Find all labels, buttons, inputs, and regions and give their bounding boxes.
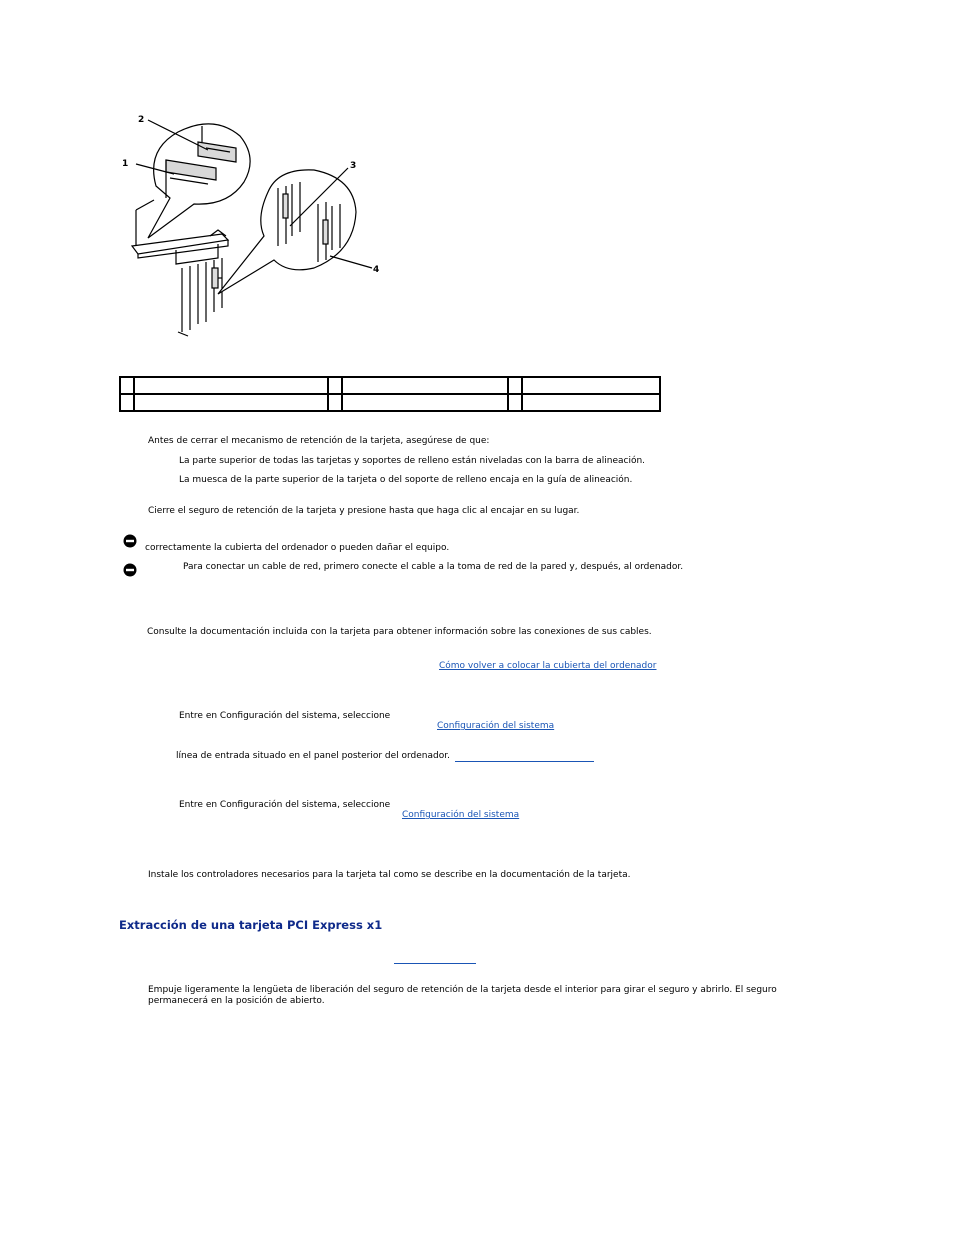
callout-4: 4 (373, 265, 380, 275)
step-close-latch: Cierre el seguro de retención de la tarjeta y presione hasta que haga clic al encajar en su lugar. (148, 506, 580, 516)
check-bullet-1: La parte superior de todas las tarjetas y soportes de relleno están niveladas con la barra de alineación. (179, 456, 646, 466)
table-cell (134, 394, 328, 411)
step-pre-close-check: Antes de cerrar el mecanismo de retención de la tarjeta, asegúrese de que: (148, 436, 490, 446)
table-row (120, 394, 660, 411)
card-alignment-illustration (118, 108, 388, 340)
table-cell (508, 377, 522, 394)
step-setup-1: Entre en Configuración del sistema, seleccione (179, 711, 391, 721)
step-line-in: línea de entrada situado en el panel posterior del ordenador. (176, 751, 450, 761)
link-underline[interactable] (394, 963, 476, 964)
table-cell (328, 377, 342, 394)
table-cell (328, 394, 342, 411)
link-system-setup-1[interactable]: Configuración del sistema (437, 721, 555, 731)
notice-text-2: Para conectar un cable de red, primero conecte el cable a la toma de red de la pared y, después, al ordenador. (183, 562, 684, 572)
table-cell (508, 394, 522, 411)
callout-legend-table (119, 376, 661, 412)
link-replace-cover[interactable]: Cómo volver a colocar la cubierta del ordenador (439, 661, 657, 671)
link-underline[interactable] (455, 761, 594, 762)
table-cell (120, 394, 134, 411)
step-install-drivers: Instale los controladores necesarios para la tarjeta tal como se describe en la documentación de la tarjeta. (148, 870, 631, 880)
section-title: Extracción de una tarjeta PCI Express x1 (119, 918, 383, 932)
notice-icon (123, 534, 137, 548)
table-cell (342, 394, 508, 411)
link-system-setup-2[interactable]: Configuración del sistema (402, 810, 520, 820)
notice-text-1: correctamente la cubierta del ordenador o pueden dañar el equipo. (145, 543, 450, 553)
step-push-tab-line-1: Empuje ligeramente la lengüeta de liberación del seguro de retención de la tarjeta desde el interior para girar el seguro y abrirlo. El seguro (148, 985, 777, 995)
callout-2: 2 (138, 115, 145, 125)
table-cell (120, 377, 134, 394)
step-setup-2: Entre en Configuración del sistema, seleccione (179, 800, 391, 810)
table-cell (134, 377, 328, 394)
table-cell (522, 377, 660, 394)
step-consult-docs: Consulte la documentación incluida con la tarjeta para obtener información sobre las conexiones de sus cables. (147, 627, 652, 637)
callout-3: 3 (350, 161, 357, 171)
table-cell (522, 394, 660, 411)
callout-1: 1 (122, 159, 129, 169)
step-push-tab-line-2: permanecerá en la posición de abierto. (148, 996, 325, 1006)
check-bullet-2: La muesca de la parte superior de la tarjeta o del soporte de relleno encaja en la guía de alineación. (179, 475, 633, 485)
notice-icon (123, 563, 137, 577)
table-row (120, 377, 660, 394)
table-cell (342, 377, 508, 394)
